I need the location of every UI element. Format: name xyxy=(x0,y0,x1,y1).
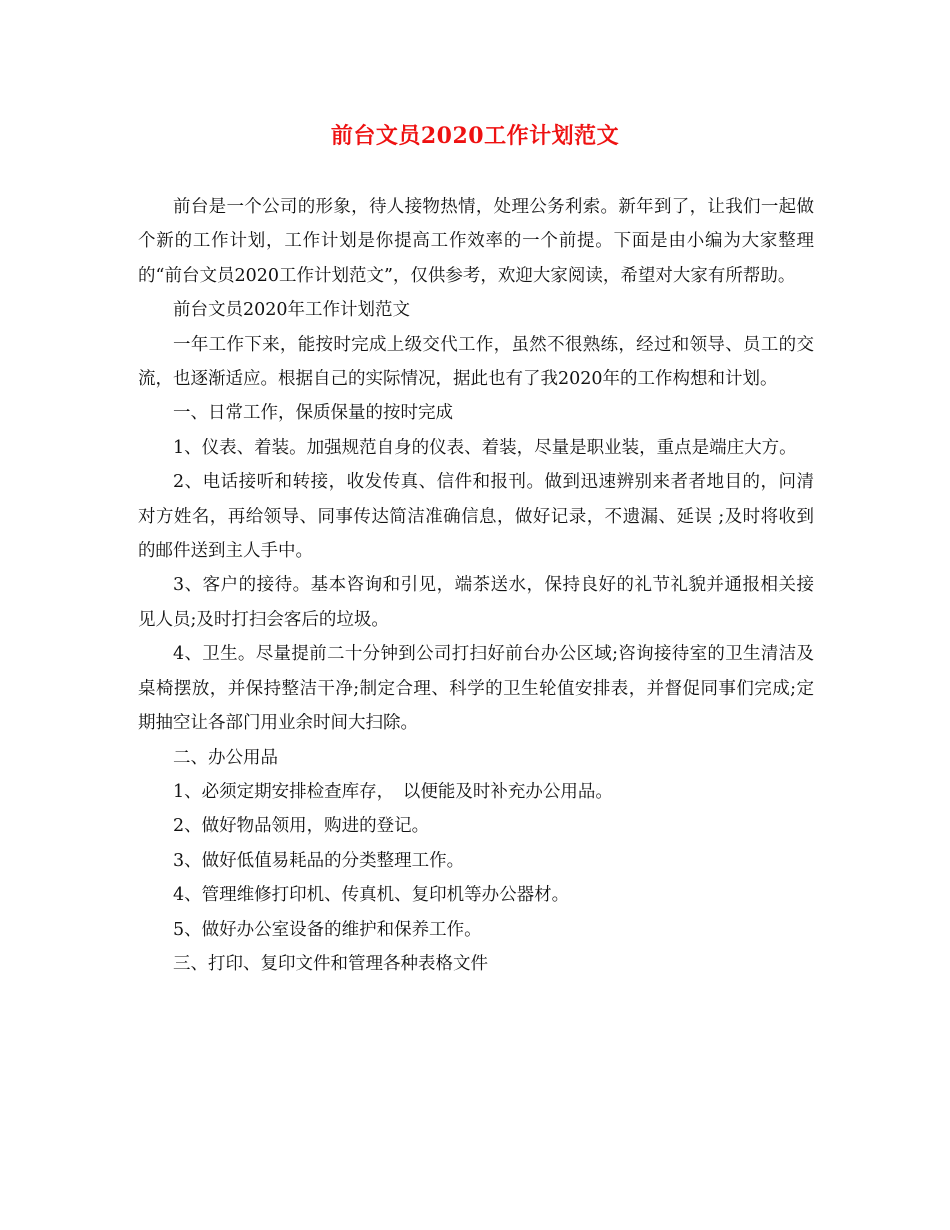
paragraph-item-registration: 2、做好物品领用，购进的登记。 xyxy=(173,816,430,837)
paragraph-intro: 前台是一个公司的形象，待人接物热情，处理公务利索。新年到了，让我们一起做个新的工作计划，工作计划是你提高工作效率的一个前提。下面是由小编为大家整理的“前台文员2020工作计划范文”，仅供参考，欢迎大家阅读，希望对大家有所帮助。 xyxy=(138,197,814,286)
paragraph-item-equipment-repair: 4、管理维修打印机、传真机、复印机等办公器材。 xyxy=(173,885,570,906)
paragraph-item-inventory: 1、必须定期安排检查库存， 以便能及时补充办公用品。 xyxy=(173,781,613,802)
paragraph-item-hygiene: 4、卫生。尽量提前二十分钟到公司打扫好前台办公区域;咨询接待室的卫生清洁及桌椅摆放，并保持整洁干净;制定合理、科学的卫生轮值安排表，并督促同事们完成;定期抽空让各部门用业余时间大扫除。 xyxy=(138,644,814,734)
section-heading-daily-work: 一、日常工作，保质保量的按时完成 xyxy=(173,403,453,424)
document-body xyxy=(138,190,814,981)
paragraph-item-reception: 3、客户的接待。基本咨询和引见，端茶送水，保持良好的礼节礼貌并通报相关接见人员;及时打扫会客后的垃圾。 xyxy=(138,575,814,630)
paragraph-item-maintenance: 5、做好办公室设备的维护和保养工作。 xyxy=(173,919,482,940)
paragraph-item-appearance: 1、仪表、着装。加强规范自身的仪表、着装，尽量是职业装，重点是端庄大方。 xyxy=(173,437,797,458)
paragraph-summary: 一年工作下来，能按时完成上级交代工作，虽然不很熟练，经过和领导、员工的交流，也逐渐适应。根据自己的实际情况，据此也有了我2020年的工作构想和计划。 xyxy=(138,334,814,390)
paragraph-item-phone: 2、电话接听和转接，收发传真、信件和报刊。做到迅速辨别来者者地目的，问清对方姓名，再给领导、同事传达简洁准确信息，做好记录，不遗漏、延误 ;及时将收到的邮件送到主人手中。 xyxy=(138,472,814,562)
section-heading-printing: 三、打印、复印文件和管理各种表格文件 xyxy=(173,953,488,974)
document-title: 前台文员2020工作计划范文 xyxy=(330,123,620,149)
paragraph-item-consumables: 3、做好低值易耗品的分类整理工作。 xyxy=(173,850,465,871)
section-heading-office-supplies: 二、办公用品 xyxy=(173,747,278,768)
paragraph-subtitle: 前台文员2020年工作计划范文 xyxy=(173,300,411,321)
